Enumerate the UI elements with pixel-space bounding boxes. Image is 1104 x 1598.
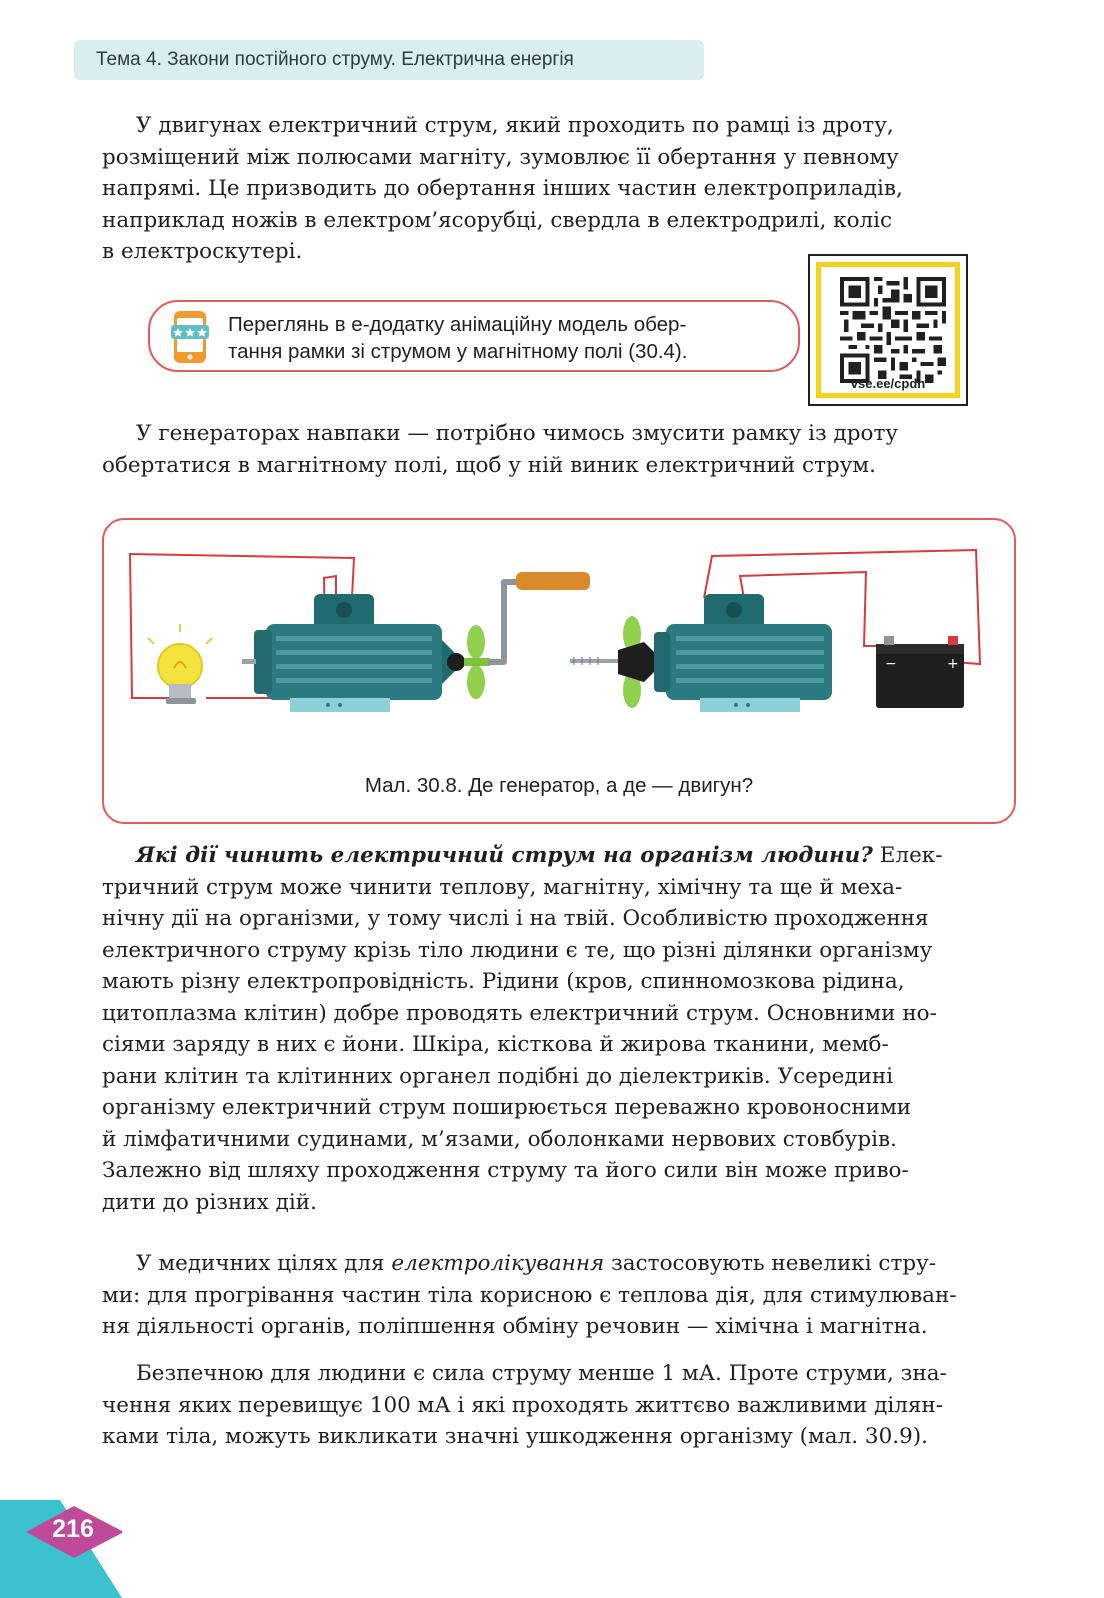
text-fragment: У медичних цілях для (136, 1251, 392, 1276)
eapp-line: Переглянь в е-додатку анімаційну модель обер- (228, 313, 687, 336)
figure-caption: Мал. 30.8. Де генератор, а де — двигун? (364, 774, 754, 797)
text-line: рани клітин та клітинних органел подібні до діелектриків. Усередині (102, 1063, 894, 1089)
question-heading: Які дії чинить електричний струм на організм людини? (136, 843, 873, 868)
phone-stars-icon (170, 310, 210, 364)
text-line: ня діяльності органів, поліпшення обміну речовин — хімічна і магнітна. (102, 1314, 928, 1339)
text-line (102, 1248, 1016, 1280)
generator-motor-illustration (104, 520, 1014, 750)
term-electrotherapy: електролікування (391, 1251, 605, 1276)
text-line: електричного струму крізь тіло людини є те, що різні ділянки організму (102, 937, 933, 963)
chapter-header (74, 40, 704, 80)
text-line: організму електричний струм поширюється переважно кровоносними (102, 1095, 912, 1120)
text-line: наприклад ножів в електром’ясорубці, свердла в електродрилі, коліс (102, 207, 893, 233)
text-line: ками тіла, можуть викликати значні ушкодження організму (мал. 30.9). (102, 1424, 928, 1449)
paragraph-electrotherapy (102, 1248, 1016, 1343)
text-line: й лімфатичними судинами, м’язами, оболонками нервових стовбурів. (102, 1126, 897, 1152)
text-line: тричний струм може чинити теплову, магнітну, хімічну та ще й меха- (102, 874, 903, 900)
text-line: У генераторах навпаки — потрібно чимось змусити рамку із дроту (136, 421, 899, 446)
chapter-title: Тема 4. Закони постійного струму. Електрична енергія (96, 49, 574, 70)
svg-text:+: + (947, 656, 959, 672)
text-line: напрямі. Це призводить до обертання інших частин електроприладів, (102, 176, 903, 201)
text-fragment: застосовують невеликі стру- (604, 1251, 937, 1276)
text-line: чення яких перевищує 100 мА і які проходять життєво важливими ділян- (102, 1392, 944, 1418)
text-line (102, 840, 1016, 872)
text-line: розміщений між полюсами магніту, зумовлює її обертання у певному (102, 144, 899, 170)
qr-code-icon (838, 277, 948, 383)
svg-text:−: − (885, 656, 897, 672)
text-line: дити до різних дій. (102, 1189, 317, 1215)
light-bulb-icon (148, 624, 212, 704)
electric-motor (570, 594, 832, 712)
figure-30-8 (102, 518, 1016, 824)
eapp-text (228, 311, 788, 365)
text-line: ми: для прогрівання частин тіла корисною є теплова дія, для стимулюван- (102, 1282, 957, 1308)
crank-handle (516, 572, 590, 590)
text-line: Залежно від шляху проходження струму та його сили він може приво- (102, 1158, 909, 1183)
text-line: цитоплазма клітин) добре проводять електричний струм. Основними но- (102, 1000, 937, 1026)
text-line: сіями заряду в них є йони. Шкіра, кісткова й жирова тканини, мемб- (102, 1032, 889, 1057)
text-line: мають різну електропровідність. Рідини (кров, спинномозкова рідина, (102, 969, 905, 994)
generator-motor (242, 572, 590, 712)
battery-icon (876, 636, 964, 708)
qr-code-block[interactable] (808, 254, 968, 406)
paragraph-safety (102, 1358, 1016, 1453)
eapp-note[interactable] (148, 300, 800, 372)
paragraph-effects-on-body (102, 840, 1016, 1218)
qr-url[interactable]: vse.ee/cpdh (850, 376, 926, 391)
text-line: обертатися в магнітному полі, щоб у ній виник електричний струм. (102, 452, 876, 478)
text-line: нічну дії на організми, у тому числі і на твій. Особливістю проходження (102, 906, 929, 931)
page-number: 216 (52, 1515, 94, 1543)
text-line: У двигунах електричний струм, який проходить по рамці із дроту, (136, 113, 894, 138)
paragraph-generators (102, 418, 1016, 481)
text-line: Безпечною для людини є сила струму менше 1 мА. Проте струми, зна- (136, 1361, 947, 1386)
text-line: в електроскутері. (102, 239, 303, 264)
qr-frame (816, 262, 960, 398)
eapp-line: тання рамки зі струмом у магнітному полі (30.4). (228, 340, 688, 363)
text-fragment: Елек- (872, 843, 943, 868)
paragraph-motors (102, 110, 1016, 268)
